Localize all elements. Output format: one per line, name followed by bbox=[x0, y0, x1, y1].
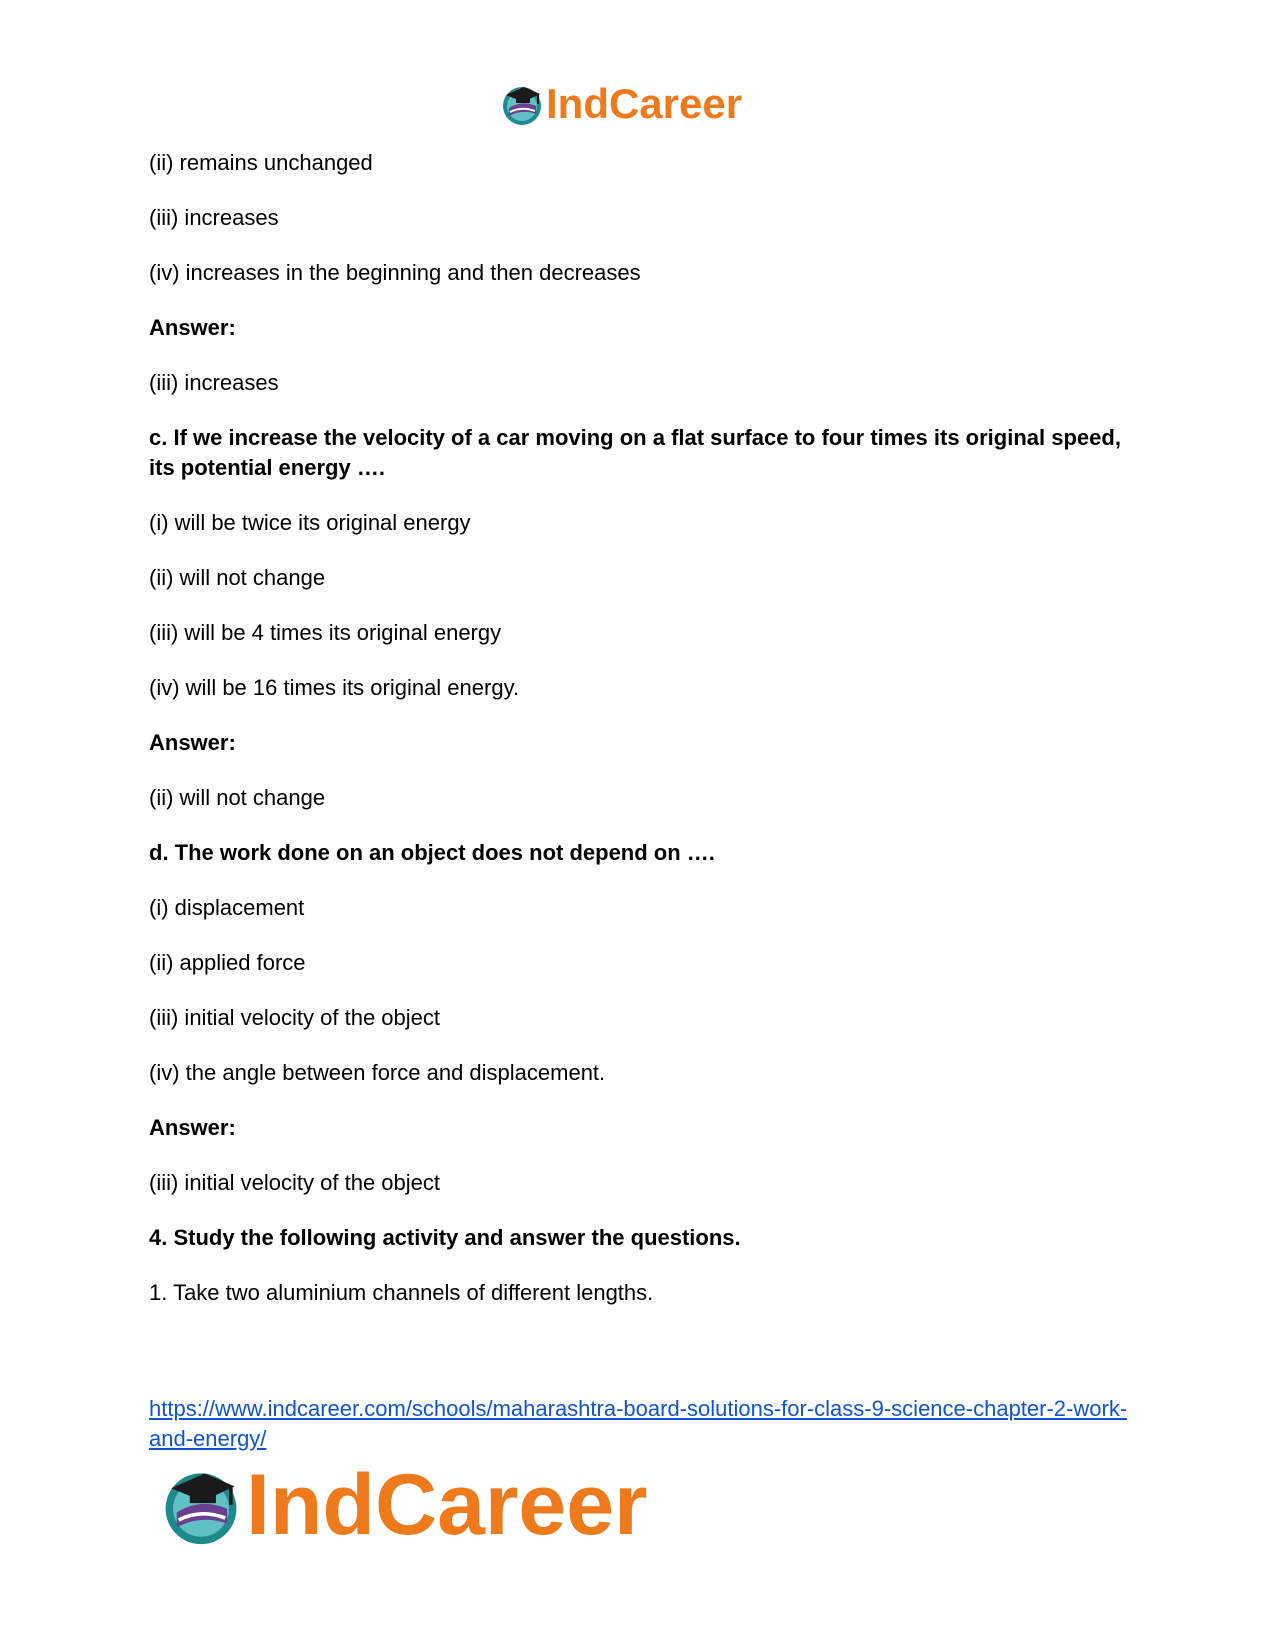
document-body bbox=[149, 148, 1129, 1333]
option-line: (iii) initial velocity of the object bbox=[149, 1005, 441, 1030]
option-line: (i) will be twice its original energy bbox=[149, 510, 471, 535]
header-logo bbox=[500, 80, 742, 128]
option-line: (iv) will be 16 times its original energy. bbox=[149, 675, 520, 700]
option-line: (i) displacement bbox=[149, 895, 305, 920]
source-link[interactable]: https://www.indcareer.com/schools/maharashtra-board-solutions-for-class-9-science-chapter-2-work-and-energy/ bbox=[149, 1396, 1128, 1451]
answer-label: Answer: bbox=[149, 730, 236, 755]
answer-label: Answer: bbox=[149, 315, 236, 340]
option-line: (ii) applied force bbox=[149, 950, 306, 975]
graduation-cap-globe-icon bbox=[160, 1464, 242, 1546]
question-c: c. If we increase the velocity of a car moving on a flat surface to four times its original speed, its potential energy …. bbox=[149, 425, 1121, 480]
logo-text: IndCareer bbox=[246, 1457, 648, 1553]
question-d: d. The work done on an object does not depend on …. bbox=[149, 840, 715, 865]
graduation-cap-globe-icon bbox=[500, 82, 544, 126]
footer-logo bbox=[160, 1457, 648, 1553]
option-line: (iv) the angle between force and displacement. bbox=[149, 1060, 606, 1085]
answer-text: (iii) increases bbox=[149, 370, 279, 395]
question-4: 4. Study the following activity and answer the questions. bbox=[149, 1225, 741, 1250]
option-line: (iii) will be 4 times its original energy bbox=[149, 620, 502, 645]
activity-step: 1. Take two aluminium channels of different lengths. bbox=[149, 1280, 654, 1305]
option-line: (iii) increases bbox=[149, 205, 279, 230]
option-line: (iv) increases in the beginning and then decreases bbox=[149, 260, 641, 285]
option-line: (ii) remains unchanged bbox=[149, 150, 373, 175]
logo-text: IndCareer bbox=[546, 80, 743, 127]
option-line: (ii) will not change bbox=[149, 565, 326, 590]
answer-text: (ii) will not change bbox=[149, 785, 326, 810]
answer-label: Answer: bbox=[149, 1115, 236, 1140]
answer-text: (iii) initial velocity of the object bbox=[149, 1170, 441, 1195]
